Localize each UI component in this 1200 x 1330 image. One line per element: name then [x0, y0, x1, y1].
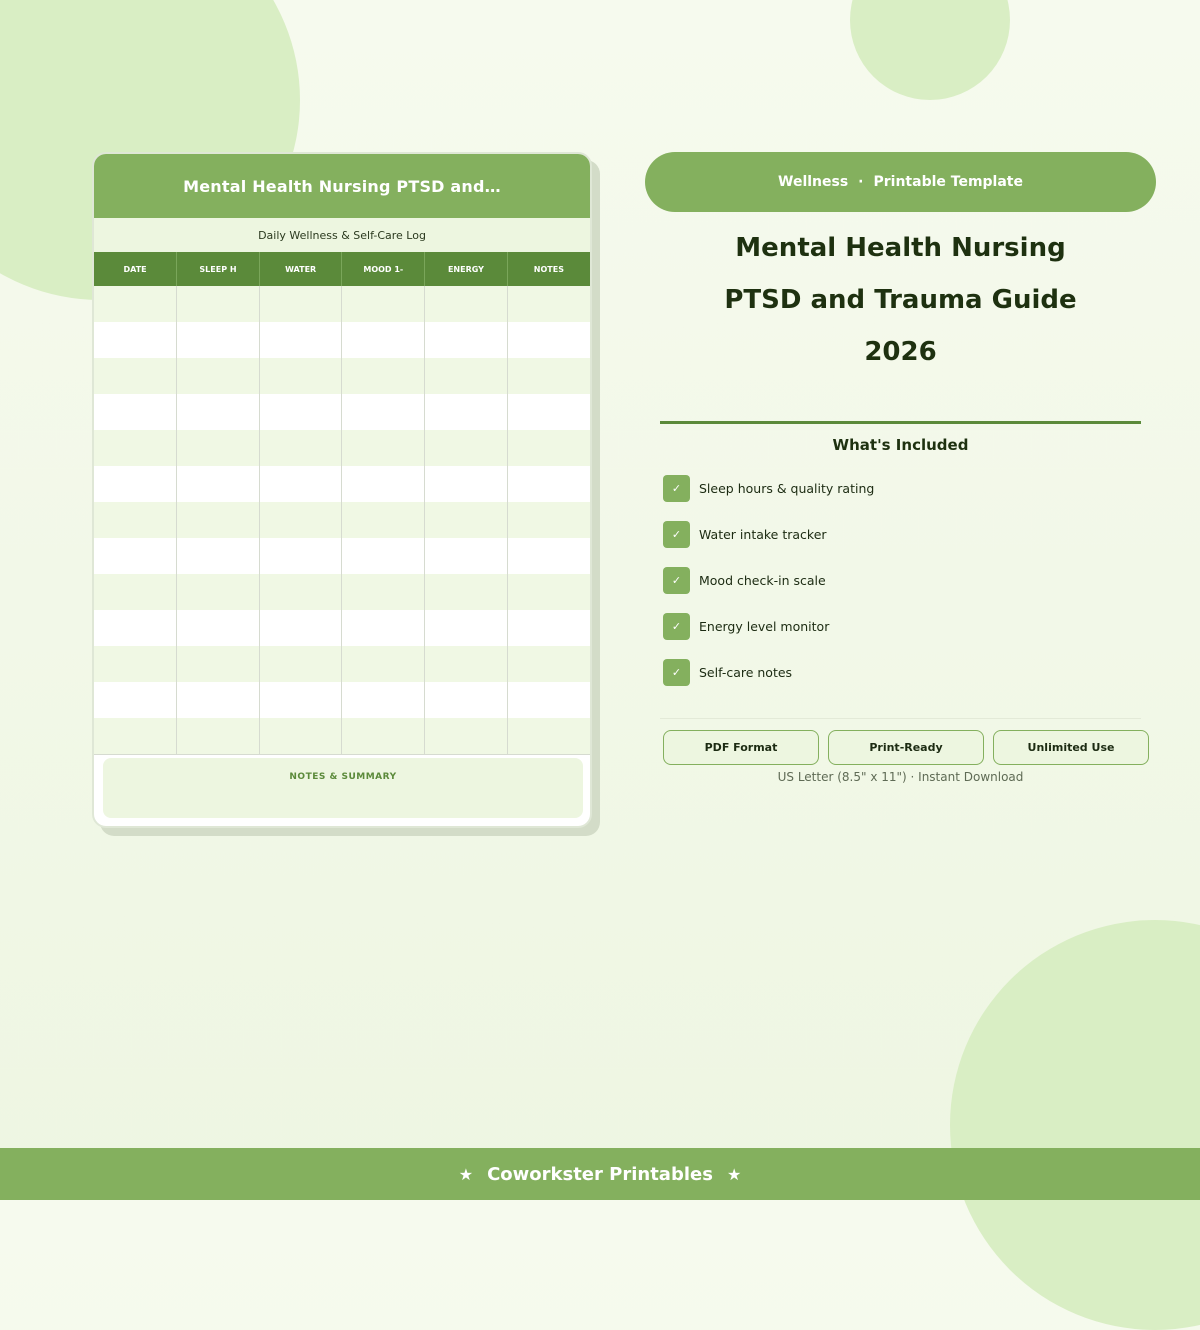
check-icon: ✓	[663, 659, 690, 686]
check-icon: ✓	[663, 521, 690, 548]
table-row	[94, 358, 590, 394]
table-cell	[177, 430, 260, 466]
feature-list	[663, 474, 874, 704]
feature-label: Self-care notes	[699, 664, 793, 680]
table-cell	[507, 574, 590, 610]
table-cell	[507, 358, 590, 394]
table-cell	[507, 322, 590, 358]
star-icon: ★	[726, 1164, 742, 1184]
section-divider	[660, 421, 1141, 424]
table-cell	[177, 394, 260, 430]
table-cell	[259, 322, 342, 358]
category-badge	[645, 152, 1156, 212]
table-cell	[342, 682, 425, 718]
table-cell	[259, 574, 342, 610]
table-cell	[94, 430, 177, 466]
star-icon: ★	[458, 1164, 474, 1184]
tag-unlimited-use: Unlimited Use	[993, 730, 1149, 765]
title-line-1: Mental Health Nursing	[735, 233, 1066, 263]
table-row	[94, 718, 590, 755]
sheet-title: Mental Health Nursing PTSD and…	[94, 154, 590, 218]
table-cell	[425, 394, 508, 430]
table-cell	[342, 286, 425, 322]
table-cell	[342, 718, 425, 755]
table-cell	[342, 394, 425, 430]
notes-summary-label: NOTES & SUMMARY	[289, 772, 397, 782]
table-row	[94, 466, 590, 502]
table-cell	[425, 502, 508, 538]
table-cell	[259, 646, 342, 682]
table-cell	[507, 502, 590, 538]
title-line-3: 2026	[864, 337, 937, 367]
table-cell	[177, 358, 260, 394]
table-row	[94, 646, 590, 682]
tag-pdf-format: PDF Format	[663, 730, 819, 765]
table-cell	[342, 466, 425, 502]
feature-label: Sleep hours & quality rating	[699, 480, 875, 496]
table-cell	[342, 358, 425, 394]
feature-item	[663, 612, 874, 640]
table-cell	[425, 610, 508, 646]
table-cell	[342, 538, 425, 574]
table-cell	[342, 646, 425, 682]
table-cell	[94, 358, 177, 394]
format-note: US Letter (8.5" x 11") · Instant Download	[777, 770, 1024, 784]
table-cell	[507, 430, 590, 466]
table-cell	[342, 574, 425, 610]
table-cell	[177, 682, 260, 718]
table-cell	[425, 430, 508, 466]
template-preview-sheet	[92, 152, 592, 828]
feature-label: Water intake tracker	[699, 526, 827, 542]
table-cell	[425, 646, 508, 682]
feature-item	[663, 658, 874, 686]
table-cell	[259, 286, 342, 322]
column-header-date: DATE	[94, 252, 177, 286]
table-cell	[94, 718, 177, 755]
table-cell	[94, 322, 177, 358]
column-header-water: WATER	[259, 252, 342, 286]
tags-divider	[660, 718, 1141, 719]
table-cell	[507, 466, 590, 502]
table-cell	[425, 358, 508, 394]
notes-summary-box	[103, 758, 583, 818]
feature-label: Mood check-in scale	[699, 572, 826, 588]
check-icon: ✓	[663, 613, 690, 640]
table-cell	[94, 610, 177, 646]
table-cell	[259, 538, 342, 574]
table-cell	[259, 466, 342, 502]
table-cell	[507, 538, 590, 574]
table-cell	[342, 502, 425, 538]
table-cell	[94, 286, 177, 322]
table-cell	[94, 682, 177, 718]
table-row	[94, 574, 590, 610]
table-row	[94, 394, 590, 430]
table-cell	[177, 538, 260, 574]
column-header-mood: MOOD 1-	[342, 252, 425, 286]
table-cell	[177, 646, 260, 682]
table-header-row	[94, 252, 590, 286]
table-cell	[425, 538, 508, 574]
table-row	[94, 610, 590, 646]
title-line-2: PTSD and Trauma Guide	[724, 285, 1077, 315]
table-cell	[94, 466, 177, 502]
table-body	[94, 286, 590, 755]
table-cell	[259, 682, 342, 718]
check-icon: ✓	[663, 475, 690, 502]
column-header-notes: NOTES	[507, 252, 590, 286]
category-label: Wellness	[778, 174, 849, 190]
table-cell	[425, 574, 508, 610]
table-cell	[259, 358, 342, 394]
wellness-log-table	[94, 252, 590, 755]
table-cell	[507, 610, 590, 646]
product-title	[645, 222, 1156, 378]
table-cell	[177, 502, 260, 538]
table-row	[94, 538, 590, 574]
table-cell	[259, 430, 342, 466]
table-cell	[507, 718, 590, 755]
table-cell	[425, 286, 508, 322]
table-cell	[425, 466, 508, 502]
table-cell	[507, 394, 590, 430]
table-cell	[507, 646, 590, 682]
table-cell	[177, 322, 260, 358]
table-cell	[342, 430, 425, 466]
table-row	[94, 322, 590, 358]
table-cell	[259, 610, 342, 646]
template-type-label: Printable Template	[873, 174, 1023, 190]
whats-included-heading: What's Included	[832, 436, 969, 454]
table-cell	[94, 502, 177, 538]
table-cell	[94, 538, 177, 574]
decorative-circle-top-right	[850, 0, 1010, 100]
table-cell	[507, 286, 590, 322]
feature-item	[663, 566, 874, 594]
decorative-circle-bottom-right	[950, 920, 1200, 1330]
table-cell	[177, 286, 260, 322]
table-row	[94, 682, 590, 718]
table-cell	[94, 574, 177, 610]
table-cell	[259, 718, 342, 755]
table-cell	[94, 646, 177, 682]
feature-tags	[663, 730, 1149, 765]
feature-label: Energy level monitor	[699, 618, 830, 634]
table-cell	[177, 610, 260, 646]
table-cell	[259, 502, 342, 538]
table-cell	[177, 574, 260, 610]
table-cell	[507, 682, 590, 718]
table-cell	[342, 322, 425, 358]
check-icon: ✓	[663, 567, 690, 594]
sheet-subtitle: Daily Wellness & Self-Care Log	[94, 218, 590, 252]
table-row	[94, 502, 590, 538]
table-cell	[342, 610, 425, 646]
badge-separator: ·	[858, 174, 864, 190]
table-row	[94, 430, 590, 466]
table-cell	[177, 466, 260, 502]
column-header-sleep: SLEEP H	[177, 252, 260, 286]
column-header-energy: ENERGY	[425, 252, 508, 286]
table-cell	[425, 682, 508, 718]
table-cell	[425, 322, 508, 358]
table-cell	[259, 394, 342, 430]
table-cell	[177, 718, 260, 755]
brand-name: Coworkster Printables	[487, 1163, 713, 1185]
tag-print-ready: Print-Ready	[828, 730, 984, 765]
table-cell	[425, 718, 508, 755]
footer-banner	[0, 1148, 1200, 1200]
table-row	[94, 286, 590, 322]
feature-item	[663, 520, 874, 548]
feature-item	[663, 474, 874, 502]
table-cell	[94, 394, 177, 430]
